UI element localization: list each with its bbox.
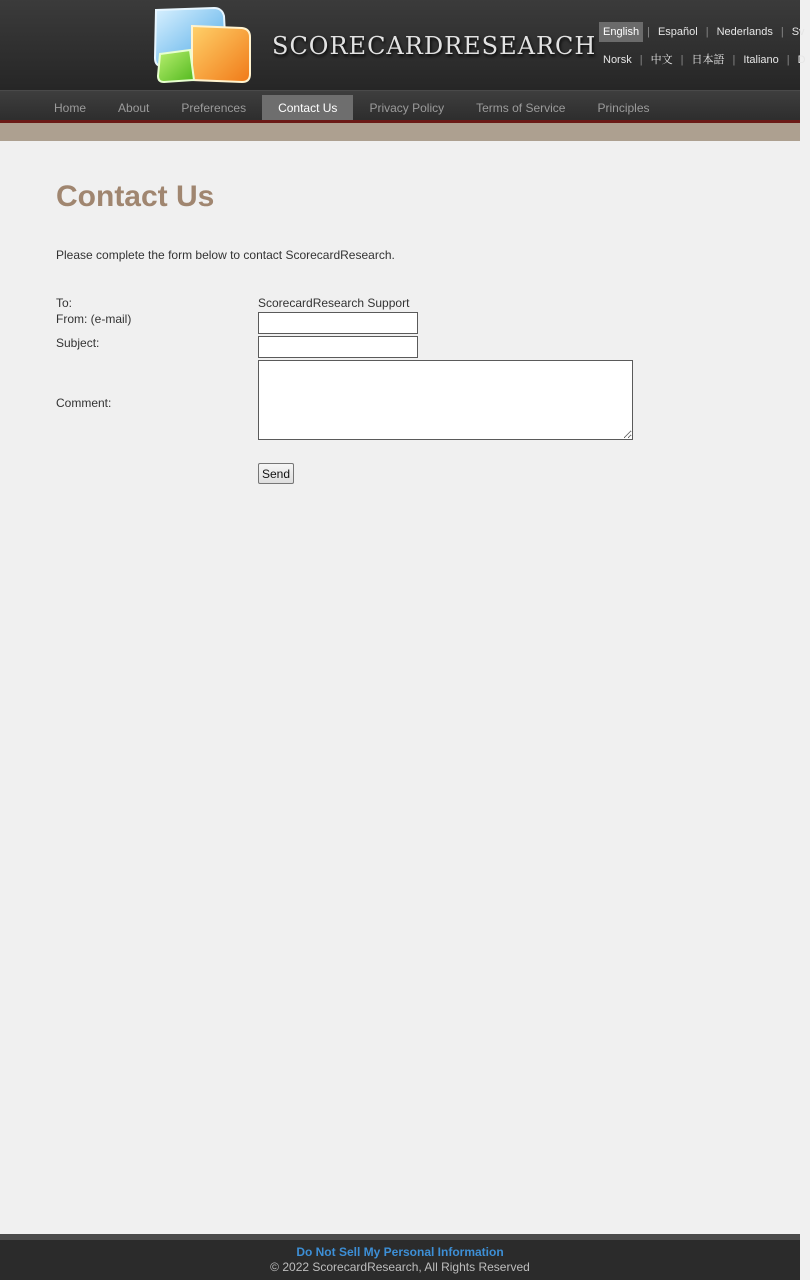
page-title: Contact Us: [56, 180, 215, 213]
subject-label: Subject:: [56, 336, 100, 350]
from-label: From: (e-mail): [56, 312, 132, 326]
to-value: ScorecardResearch Support: [258, 296, 410, 310]
language-svenska[interactable]: Sv: [791, 26, 805, 38]
language-separator: |: [680, 54, 684, 66]
site-logo-text[interactable]: SCORECARDRESEARCH: [272, 32, 597, 60]
site-header: [0, 0, 806, 90]
language-separator: |: [786, 54, 790, 66]
language-separator: |: [732, 54, 736, 66]
language-separator: |: [647, 26, 650, 38]
language-english[interactable]: English: [599, 22, 643, 42]
nav-item-about[interactable]: About: [118, 101, 150, 115]
nav-item-privacy-policy[interactable]: Privacy Policy: [369, 101, 445, 115]
language-chinese[interactable]: 中文: [650, 54, 673, 66]
do-not-sell-link[interactable]: Do Not Sell My Personal Information: [296, 1245, 504, 1259]
language-nederlands[interactable]: Nederlands: [716, 26, 773, 38]
language-italiano[interactable]: Italiano: [743, 54, 779, 66]
header-band: [0, 123, 800, 141]
nav-items: [38, 95, 666, 121]
site-footer: [0, 1234, 800, 1280]
language-separator: |: [705, 26, 709, 38]
comment-label: Comment:: [56, 396, 112, 410]
nav-item-preferences[interactable]: Preferences: [181, 101, 247, 115]
language-row-2: [599, 50, 810, 70]
language-row-1: [599, 22, 809, 42]
send-button[interactable]: Send: [258, 463, 294, 484]
language-separator: |: [780, 26, 784, 38]
copyright-text: © 2022 ScorecardResearch, All Rights Reserved: [270, 1260, 530, 1274]
language-deutsch[interactable]: D: [797, 54, 806, 66]
to-label: To:: [56, 296, 73, 310]
nav-item-home[interactable]: Home: [54, 101, 87, 115]
email-field[interactable]: [258, 312, 418, 334]
subject-field[interactable]: [258, 336, 418, 358]
language-espanol[interactable]: Español: [657, 26, 698, 38]
language-norsk[interactable]: Norsk: [603, 54, 632, 66]
main-nav: [0, 90, 800, 121]
language-separator: |: [639, 54, 643, 66]
comment-textarea[interactable]: [258, 360, 633, 440]
nav-item-contact-us[interactable]: Contact Us: [262, 95, 353, 121]
intro-text: Please complete the form below to contact ScorecardResearch.: [56, 248, 395, 262]
language-japanese[interactable]: 日本語: [691, 54, 725, 66]
nav-item-terms-of-service[interactable]: Terms of Service: [476, 101, 566, 115]
nav-item-principles[interactable]: Principles: [597, 101, 650, 115]
logo-icon[interactable]: [152, 6, 254, 84]
